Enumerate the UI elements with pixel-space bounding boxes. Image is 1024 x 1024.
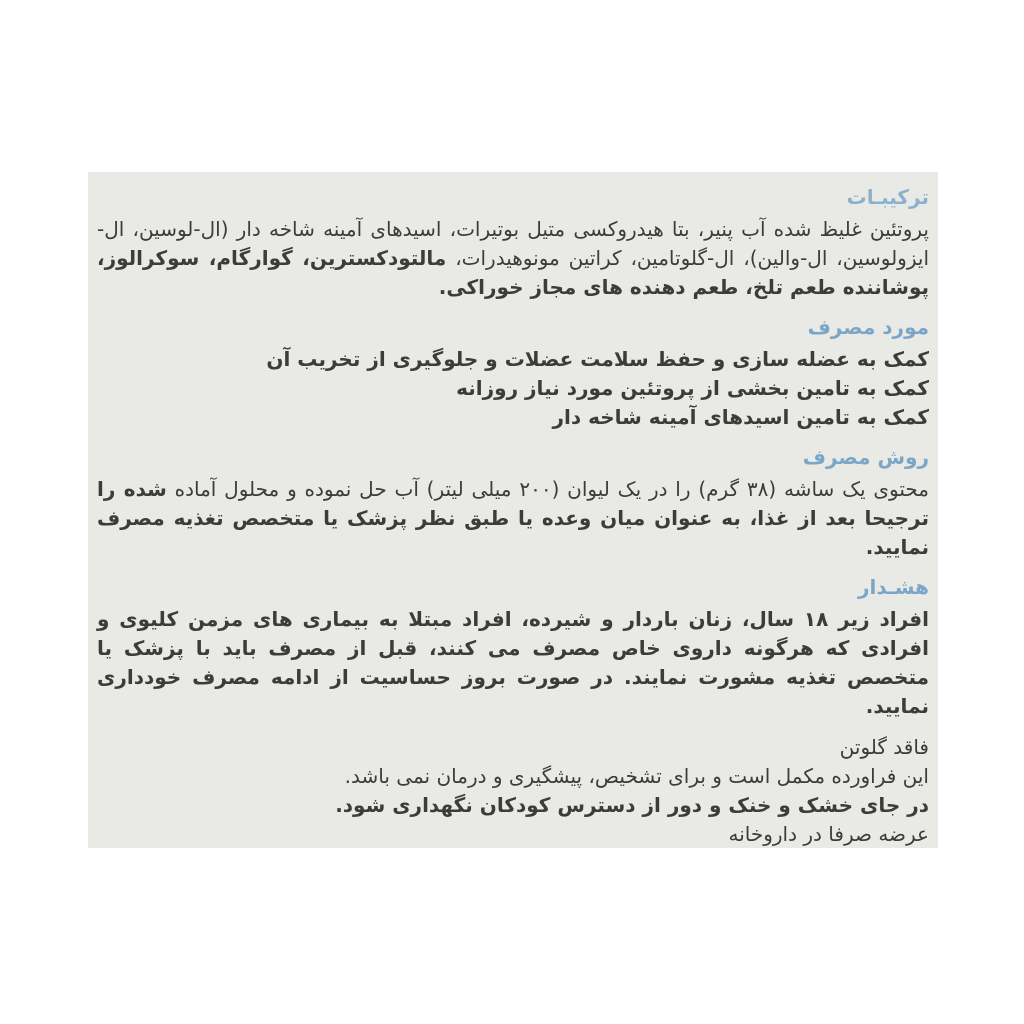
section-directions bbox=[97, 444, 929, 562]
note-storage: در جای خشک و خنک و دور از دسترس کودکان نگهداری شود. bbox=[335, 793, 929, 817]
ingredients-paragraph bbox=[97, 215, 929, 302]
section-notes bbox=[97, 733, 929, 848]
ingredients-heading: ترکیبـات bbox=[846, 185, 929, 209]
uses-line: کمک به عضله سازی و حفظ سلامت عضلات و جلوگیری از تخریب آن bbox=[266, 347, 929, 371]
section-ingredients bbox=[97, 184, 929, 302]
directions-heading: روش مصرف bbox=[802, 445, 929, 469]
note-pharmacy-only: عرضه صرفا در داروخانه bbox=[728, 822, 929, 846]
warning-heading: هشـدار bbox=[858, 575, 929, 599]
note-supplement-disclaimer: این فراورده مکمل است و برای تشخیص، پیشگیری و درمان نمی باشد. bbox=[344, 764, 929, 788]
uses-heading: مورد مصرف bbox=[807, 315, 929, 339]
directions-text-regular: محتوی یک ساشه (۳۸ گرم) را در یک لیوان (۲۰۰ میلی لیتر) آب حل نموده و محلول آماده bbox=[166, 477, 930, 501]
ingredients-text-regular: پروتئین غلیظ شده آب پنیر، بتا هیدروکسی متیل بوتیرات، اسیدهای آمینه شاخه دار (ال-لوسین، ال-ایزولوسین، ال-والین)، ال-گلوتامین، کراتین مونوهیدرات، bbox=[97, 217, 929, 270]
section-uses bbox=[97, 314, 929, 432]
note-gluten-free: فاقد گلوتن bbox=[839, 735, 929, 759]
directions-text-bold: شده را ترجیحا بعد از غذا، به عنوان میان وعده یا طبق نظر پزشک یا متخصص تغذیه مصرف نمایید. bbox=[97, 477, 929, 559]
supplement-label-panel bbox=[88, 172, 938, 848]
directions-paragraph bbox=[97, 475, 929, 562]
section-warning bbox=[97, 574, 929, 721]
warning-paragraph: افراد زیر ۱۸ سال، زنان باردار و شیرده، افراد مبتلا به بیماری های مزمن کلیوی و افرادی که هرگونه داروی خاص مصرف می کنند، قبل از مصرف باید با پزشک یا متخصص تغذیه مشورت نمایند. در صورت بروز حساسیت از ادامه مصرف خودداری نمایید. bbox=[97, 607, 929, 718]
uses-line: کمک به تامین بخشی از پروتئین مورد نیاز روزانه bbox=[456, 376, 929, 400]
ingredients-text-bold: مالتودکسترین، گوارگام، سوکرالوز، پوشاننده طعم تلخ، طعم دهنده های مجاز خوراکی. bbox=[97, 246, 929, 299]
uses-line: کمک به تامین اسیدهای آمینه شاخه دار bbox=[552, 405, 929, 429]
